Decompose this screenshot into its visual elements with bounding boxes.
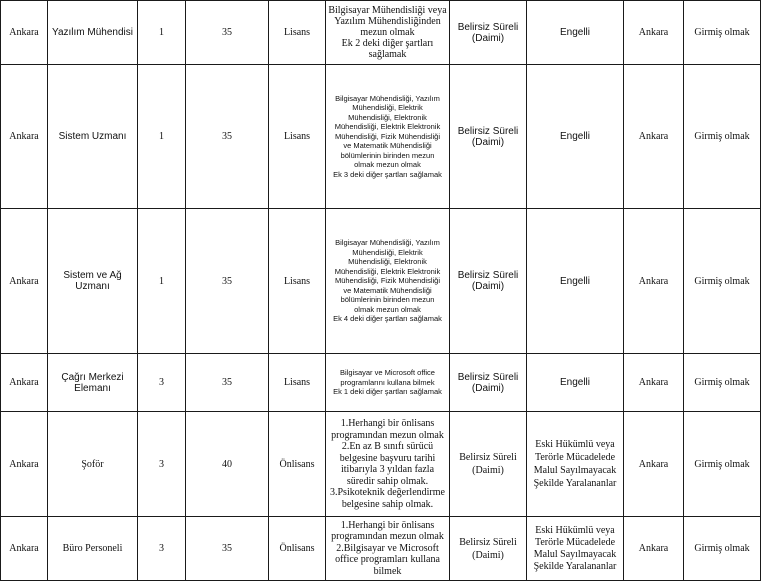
- age-cell: 35: [186, 209, 269, 354]
- contract-cell: Belirsiz Süreli (Daimi): [450, 517, 527, 581]
- status-cell: Engelli: [527, 209, 624, 354]
- position-cell: Şoför: [48, 412, 138, 517]
- exam-cell: Girmiş olmak: [684, 354, 761, 412]
- position-cell: Yazılım Mühendisi: [48, 1, 138, 65]
- contract-cell: Belirsiz Süreli (Daimi): [450, 412, 527, 517]
- city-cell: Ankara: [1, 65, 48, 209]
- count-cell: 3: [138, 412, 186, 517]
- age-cell: 40: [186, 412, 269, 517]
- contract-cell: Belirsiz Süreli (Daimi): [450, 1, 527, 65]
- count-cell: 1: [138, 209, 186, 354]
- position-cell: Çağrı Merkezi Elemanı: [48, 354, 138, 412]
- education-cell: Önlisans: [269, 412, 326, 517]
- table-row: [1, 517, 761, 581]
- requirements-cell: Bilgisayar Mühendisliği veya Yazılım Mühendisliğinden mezun olmak Ek 2 deki diğer şartları sağlamak: [326, 1, 450, 65]
- education-cell: Önlisans: [269, 517, 326, 581]
- table-row: [1, 65, 761, 209]
- requirements-cell: 1.Herhangi bir önlisans programından mezun olmak 2.Bilgisayar ve Microsoft office programları kullana bilmek: [326, 517, 450, 581]
- table-row: [1, 412, 761, 517]
- exam-cell: Girmiş olmak: [684, 1, 761, 65]
- exam-city-cell: Ankara: [624, 354, 684, 412]
- city-cell: Ankara: [1, 354, 48, 412]
- exam-cell: Girmiş olmak: [684, 65, 761, 209]
- exam-city-cell: Ankara: [624, 209, 684, 354]
- exam-cell: Girmiş olmak: [684, 517, 761, 581]
- status-cell: Engelli: [527, 1, 624, 65]
- city-cell: Ankara: [1, 517, 48, 581]
- requirements-cell: Bilgisayar Mühendisliği, Yazılım Mühendisliği, Elektrik Mühendisliği, Elektronik Mühendisliği, Elektrik Elektronik Mühendisliği, Fizik Mühendisliği ve Matematik Mühendisliği bölümlerinin birinden mezun olmak mezun olmak Ek 4 deki diğer şartları sağlamak: [326, 209, 450, 354]
- count-cell: 3: [138, 517, 186, 581]
- requirements-cell: Bilgisayar Mühendisliği, Yazılım Mühendisliği, Elektrik Mühendisliği, Elektronik Mühendisliği, Elektrik Elektronik Mühendisliği, Fizik Mühendisliği ve Matematik Mühendisliği bölümlerinin birinden mezun olmak mezun olmak Ek 3 deki diğer şartları sağlamak: [326, 65, 450, 209]
- education-cell: Lisans: [269, 209, 326, 354]
- city-cell: Ankara: [1, 1, 48, 65]
- status-cell: Engelli: [527, 65, 624, 209]
- education-cell: Lisans: [269, 1, 326, 65]
- position-cell: Sistem Uzmanı: [48, 65, 138, 209]
- contract-cell: Belirsiz Süreli (Daimi): [450, 65, 527, 209]
- exam-cell: Girmiş olmak: [684, 209, 761, 354]
- age-cell: 35: [186, 1, 269, 65]
- age-cell: 35: [186, 65, 269, 209]
- table-row: [1, 1, 761, 65]
- status-cell: Engelli: [527, 354, 624, 412]
- position-cell: Büro Personeli: [48, 517, 138, 581]
- exam-city-cell: Ankara: [624, 412, 684, 517]
- contract-cell: Belirsiz Süreli (Daimi): [450, 354, 527, 412]
- exam-city-cell: Ankara: [624, 65, 684, 209]
- table-row: [1, 209, 761, 354]
- status-cell: Eski Hükümlü veya Terörle Mücadelede Malul Sayılmayacak Şekilde Yaralananlar: [527, 517, 624, 581]
- requirements-cell: Bilgisayar ve Microsoft office programlarını kullana bilmek Ek 1 deki diğer şartları sağlamak: [326, 354, 450, 412]
- count-cell: 1: [138, 1, 186, 65]
- age-cell: 35: [186, 517, 269, 581]
- position-cell: Sistem ve Ağ Uzmanı: [48, 209, 138, 354]
- city-cell: Ankara: [1, 209, 48, 354]
- education-cell: Lisans: [269, 65, 326, 209]
- count-cell: 1: [138, 65, 186, 209]
- table-row: [1, 354, 761, 412]
- age-cell: 35: [186, 354, 269, 412]
- education-cell: Lisans: [269, 354, 326, 412]
- contract-cell: Belirsiz Süreli (Daimi): [450, 209, 527, 354]
- status-cell: Eski Hükümlü veya Terörle Mücadelede Malul Sayılmayacak Şekilde Yaralananlar: [527, 412, 624, 517]
- count-cell: 3: [138, 354, 186, 412]
- requirements-cell: 1.Herhangi bir önlisans programından mezun olmak 2.En az B sınıfı sürücü belgesine başvuru tarihi itibarıyla 3 yıldan fazla süredir sahip olmak. 3.Psikoteknik değerlendirme belgesine sahip olmak.: [326, 412, 450, 517]
- exam-city-cell: Ankara: [624, 517, 684, 581]
- exam-cell: Girmiş olmak: [684, 412, 761, 517]
- exam-city-cell: Ankara: [624, 1, 684, 65]
- city-cell: Ankara: [1, 412, 48, 517]
